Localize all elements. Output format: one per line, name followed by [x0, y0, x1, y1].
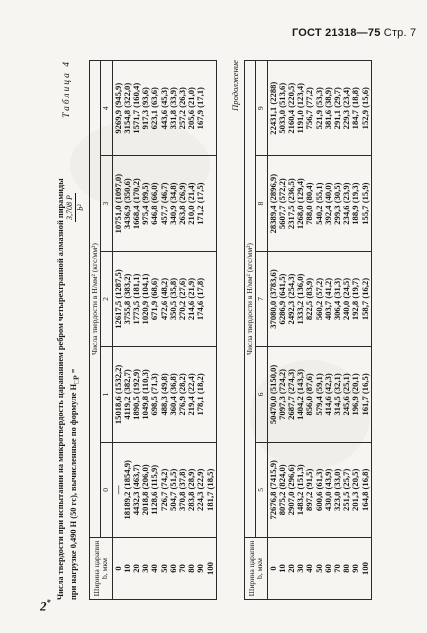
width-value: 60: [322, 564, 333, 573]
hardness-value: 174,6 (17,8): [195, 277, 206, 321]
hardness-column-7: [267, 251, 371, 346]
column-header: 6: [256, 347, 267, 442]
hardness-value: 403,7 (41,2): [322, 277, 333, 321]
hardness-column-0: [112, 442, 216, 537]
hardness-value: 822,5 (83,9): [304, 277, 315, 321]
width-value: 10: [121, 564, 132, 573]
width-value: 20: [286, 564, 297, 573]
width-value: 90: [195, 564, 206, 573]
hardness-column-4: [112, 61, 216, 156]
continued-label: Продолжение: [230, 60, 240, 111]
hardness-value: 161,7 (16,5): [359, 373, 370, 416]
hardness-value: 430,0 (43,9): [322, 468, 333, 511]
hardness-value: 579,4 (59,1): [313, 373, 324, 416]
hardness-value: 10751,0 (1097,0): [112, 173, 123, 234]
hardness-value: 756,7 (77,2): [304, 87, 315, 130]
hardness-value: 698,5 (71,3): [149, 373, 160, 416]
hardness-value: 540,2 (55,1): [313, 182, 324, 225]
width-value: 80: [186, 564, 197, 573]
hardness-value: 18189,2 (1854,9): [121, 460, 132, 520]
width-value: 30: [295, 564, 306, 573]
hardness-value: 7097,3 (724,2): [276, 369, 287, 420]
hardness-value: 623,1 (63,6): [149, 87, 160, 130]
hardness-value: 276,9 (28,2): [177, 373, 187, 416]
hardness-value: 381,6 (38,9): [322, 87, 333, 130]
table-number: Таблица 4: [62, 60, 72, 118]
hardness-value: 4432,3 (463,7): [131, 464, 142, 516]
hardness-value: 5607,7 (572,2): [276, 178, 287, 230]
column-header: 1: [101, 347, 112, 442]
hardness-value: 205,6 (21,0): [186, 87, 197, 130]
hardness-value: 5033,0 (513,6): [276, 82, 287, 134]
hardness-value: 152,9 (15,6): [359, 87, 370, 130]
hardness-value: 1128,6 (115,9): [149, 464, 160, 515]
hardness-value: 8075,2 (824,0): [276, 464, 287, 516]
table-caption-text: при нагрузке 0,490 Н (50 гс), вычисленные по формуле H: [69, 383, 78, 600]
hardness-value: 188,9 (19,3): [350, 182, 361, 225]
hardness-value: 2492,3 (254,3): [286, 273, 297, 325]
column-header: 4: [101, 61, 112, 156]
hardness-value: 1333,2 (136,0): [295, 273, 306, 325]
hardness-value: 251,5 (25,7): [341, 468, 352, 511]
hardness-column-8: [267, 156, 371, 251]
hardness-value: 392,4 (40,0): [322, 182, 333, 225]
hardness-value: 270,2 (27,6): [177, 277, 187, 321]
hardness-value: 726,7 (74,2): [158, 468, 169, 511]
column-header: 5: [256, 442, 267, 537]
hardness-value: 1773,5 (181,1): [131, 273, 142, 325]
width-values: [267, 538, 371, 600]
hardness-value: 192,8 (19,7): [350, 277, 361, 321]
hardness-value: 917,3 (93,6): [140, 87, 151, 130]
table-caption-line-1: Числа твердости при испытании на микротвердость царапанием ребром четырехгранной алмазной пирамиды: [56, 178, 65, 600]
hardness-value: 897,2 (91,5): [304, 468, 315, 511]
hardness-value: 240,0 (24,5): [341, 277, 352, 321]
column-header: 8: [256, 156, 267, 251]
hardness-value: 504,7 (51,5): [167, 468, 178, 511]
hardness-value: 291,1 (29,7): [332, 87, 342, 130]
hardness-value: 283,8 (28,9): [186, 468, 197, 511]
width-value: 50: [158, 564, 169, 573]
column-header: 7: [256, 251, 267, 346]
hardness-value: 488,3 (49,8): [158, 373, 169, 416]
width-value: 90: [350, 564, 361, 573]
hardness-value: 1404,2 (143,3): [295, 369, 306, 420]
hardness-value: 1191,0 (123,4): [295, 83, 306, 134]
hardness-value: 788,0 (80,4): [304, 182, 315, 225]
hardness-value: 975,4 (99,5): [140, 182, 151, 225]
column-header: 3: [101, 156, 112, 251]
hardness-value: 3436,9 (350,6): [121, 178, 132, 230]
hardness-group-header: Числа твердости в Н/мм² (кгс/мм²): [90, 61, 101, 538]
rotated-table-block: [56, 60, 396, 600]
hardness-value: 1483,2 (151,3): [295, 464, 306, 516]
hardness-value: 158,7 (16,2): [359, 277, 370, 321]
hardness-value: 306,4 (31,3): [332, 277, 342, 321]
hardness-value: 600,6 (61,3): [313, 468, 324, 511]
hardness-value: 234,6 (23,9): [341, 182, 352, 225]
hardness-value: 219,4 (22,4): [186, 373, 197, 416]
hardness-value: 184,7 (18,8): [350, 87, 361, 130]
hardness-value: 6286,9 (641,5): [276, 273, 287, 325]
hardness-value: 22431,1 (2288): [267, 81, 278, 135]
width-value: 40: [149, 564, 160, 573]
width-value: 60: [167, 564, 178, 573]
page-header: [292, 27, 416, 39]
hardness-value: 196,9 (20,1): [350, 373, 361, 416]
hardness-column-2: [112, 251, 216, 346]
hardness-value: 181,7 (18,5): [204, 468, 215, 511]
hardness-value: 15018,6 (1532,2): [112, 364, 123, 425]
hardness-value: 12617,5 (1287,5): [112, 269, 123, 329]
width-value: 30: [140, 564, 151, 573]
width-value: 0: [112, 566, 123, 571]
table-caption-line-2: [69, 60, 81, 600]
hardness-value: 171,2 (17,5): [195, 182, 206, 225]
hardness-value: [206, 254, 215, 344]
hardness-value: [206, 63, 215, 153]
hardness-value: 457,7 (46,7): [158, 182, 169, 225]
hardness-column-9: [267, 61, 371, 156]
width-value: 80: [341, 564, 352, 573]
hardness-value: 72676,8 (7415,9): [267, 460, 278, 520]
hardness-formula: [66, 193, 86, 222]
hardness-value: 1890,5 (192,9): [131, 369, 142, 420]
hardness-value: 370,8 (37,8): [177, 468, 187, 511]
width-value: 50: [313, 564, 324, 573]
hardness-value: 263,8 (26,9): [177, 182, 187, 225]
width-value: 100: [359, 562, 370, 575]
hardness-value: 2018,8 (206,0): [140, 464, 151, 516]
hardness-value: 331,8 (33,9): [167, 87, 178, 130]
signature-star: *: [46, 598, 51, 607]
hardness-value: [206, 349, 215, 439]
formula-numerator: 3,708 P: [65, 195, 74, 220]
hardness-column-1: [112, 347, 216, 442]
width-value: 100: [204, 562, 215, 575]
hardness-value: [206, 158, 215, 248]
hardness-value: 340,9 (34,8): [167, 182, 178, 225]
hardness-value: 299,3 (30,5): [332, 182, 342, 225]
hardness-value: 167,9 (17,1): [195, 87, 206, 130]
hardness-value: 2907,0 (296,6): [286, 464, 297, 516]
width-header: Ширина царапин b, мкм: [245, 538, 268, 600]
column-header: 9: [256, 61, 267, 156]
hardness-value: 1668,4 (170,2): [131, 178, 142, 230]
formula-subscript: □P: [72, 375, 81, 384]
hardness-value: 1049,8 (110,3): [140, 369, 151, 420]
hardness-value: 3755,8 (383,2): [121, 273, 132, 325]
hardness-value: 350,5 (35,8): [167, 277, 178, 321]
hardness-value: 178,1 (18,2): [195, 373, 206, 416]
hardness-value: 856,0 (87,6): [304, 373, 315, 416]
hardness-value: 360,4 (36,8): [167, 373, 178, 416]
hardness-column-6: [267, 347, 371, 442]
hardness-value: 323,0 (33,0): [332, 468, 342, 511]
hardness-value: 646,8 (66,0): [149, 182, 160, 225]
width-values: [112, 538, 216, 600]
page-number: Стр. 7: [383, 27, 417, 39]
width-value: 10: [276, 564, 287, 573]
standard-number: ГОСТ 21318—75: [292, 27, 381, 39]
hardness-value: 2160,4 (220,5): [286, 82, 297, 134]
hardness-column-3: [112, 156, 216, 251]
signature-mark: [40, 598, 51, 614]
hardness-value: 521,9 (53,3): [313, 87, 324, 130]
hardness-value: 9269,9 (945,9): [112, 82, 123, 134]
hardness-group-header: Числа твердости в Н/мм² (кгс/мм²): [245, 61, 256, 538]
hardness-value: 214,6 (21,9): [186, 277, 197, 321]
width-header: Ширина царапин b, мкм: [90, 538, 113, 600]
hardness-value: 3154,8 (322,0): [121, 82, 132, 134]
hardness-value: —: [112, 485, 123, 495]
hardness-value: 314,5 (32,1): [332, 373, 342, 416]
hardness-value: 414,6 (42,3): [322, 373, 333, 416]
hardness-value: 201,3 (20,5): [350, 468, 361, 511]
hardness-value: 2687,7 (274,3): [286, 369, 297, 420]
formula-equals: =: [69, 368, 78, 376]
hardness-value: 4119,2 (382,7): [121, 369, 132, 420]
hardness-value: 164,8 (16,8): [359, 468, 370, 511]
hardness-value: 443,6 (45,3): [158, 87, 169, 130]
hardness-value: 155,7 (15,9): [359, 182, 370, 225]
formula-denominator: b²: [75, 204, 85, 211]
hardness-value: 28389,4 (2896,9): [267, 173, 278, 234]
hardness-value: 1571,7 (160,4): [131, 82, 142, 134]
hardness-value: 1268,0 (129,4): [295, 178, 306, 230]
hardness-value: 560,2 (57,2): [313, 277, 324, 321]
hardness-value: 37080,0 (3783,6): [267, 269, 278, 329]
hardness-value: 245,6 (25,1): [341, 373, 352, 416]
width-value: 40: [304, 564, 315, 573]
hardness-value: 671,9 (68,6): [149, 277, 160, 321]
width-value: 20: [131, 564, 142, 573]
hardness-value: 229,3 (23,4): [341, 87, 352, 130]
hardness-value: 257,2 (26,3): [177, 87, 187, 130]
width-value: 70: [177, 564, 187, 573]
column-header: 2: [101, 251, 112, 346]
hardness-value: 1020,9 (104,1): [140, 273, 151, 325]
hardness-value: 224,3 (22,9): [195, 468, 206, 511]
hardness-value: 50470,0 (5150,0): [267, 364, 278, 425]
hardness-value: 210,0 (21,4): [186, 182, 197, 225]
width-value: 0: [267, 566, 278, 571]
signature-number: 2: [40, 598, 47, 614]
hardness-table-columns-0-4: [89, 60, 217, 600]
width-value: 70: [332, 564, 342, 573]
hardness-table-columns-5-9: [244, 60, 372, 600]
hardness-value: 2317,5 (236,5): [286, 178, 297, 230]
hardness-column-5: [267, 442, 371, 537]
column-header: 0: [101, 442, 112, 537]
hardness-value: 472,6 (48,2): [158, 277, 169, 321]
